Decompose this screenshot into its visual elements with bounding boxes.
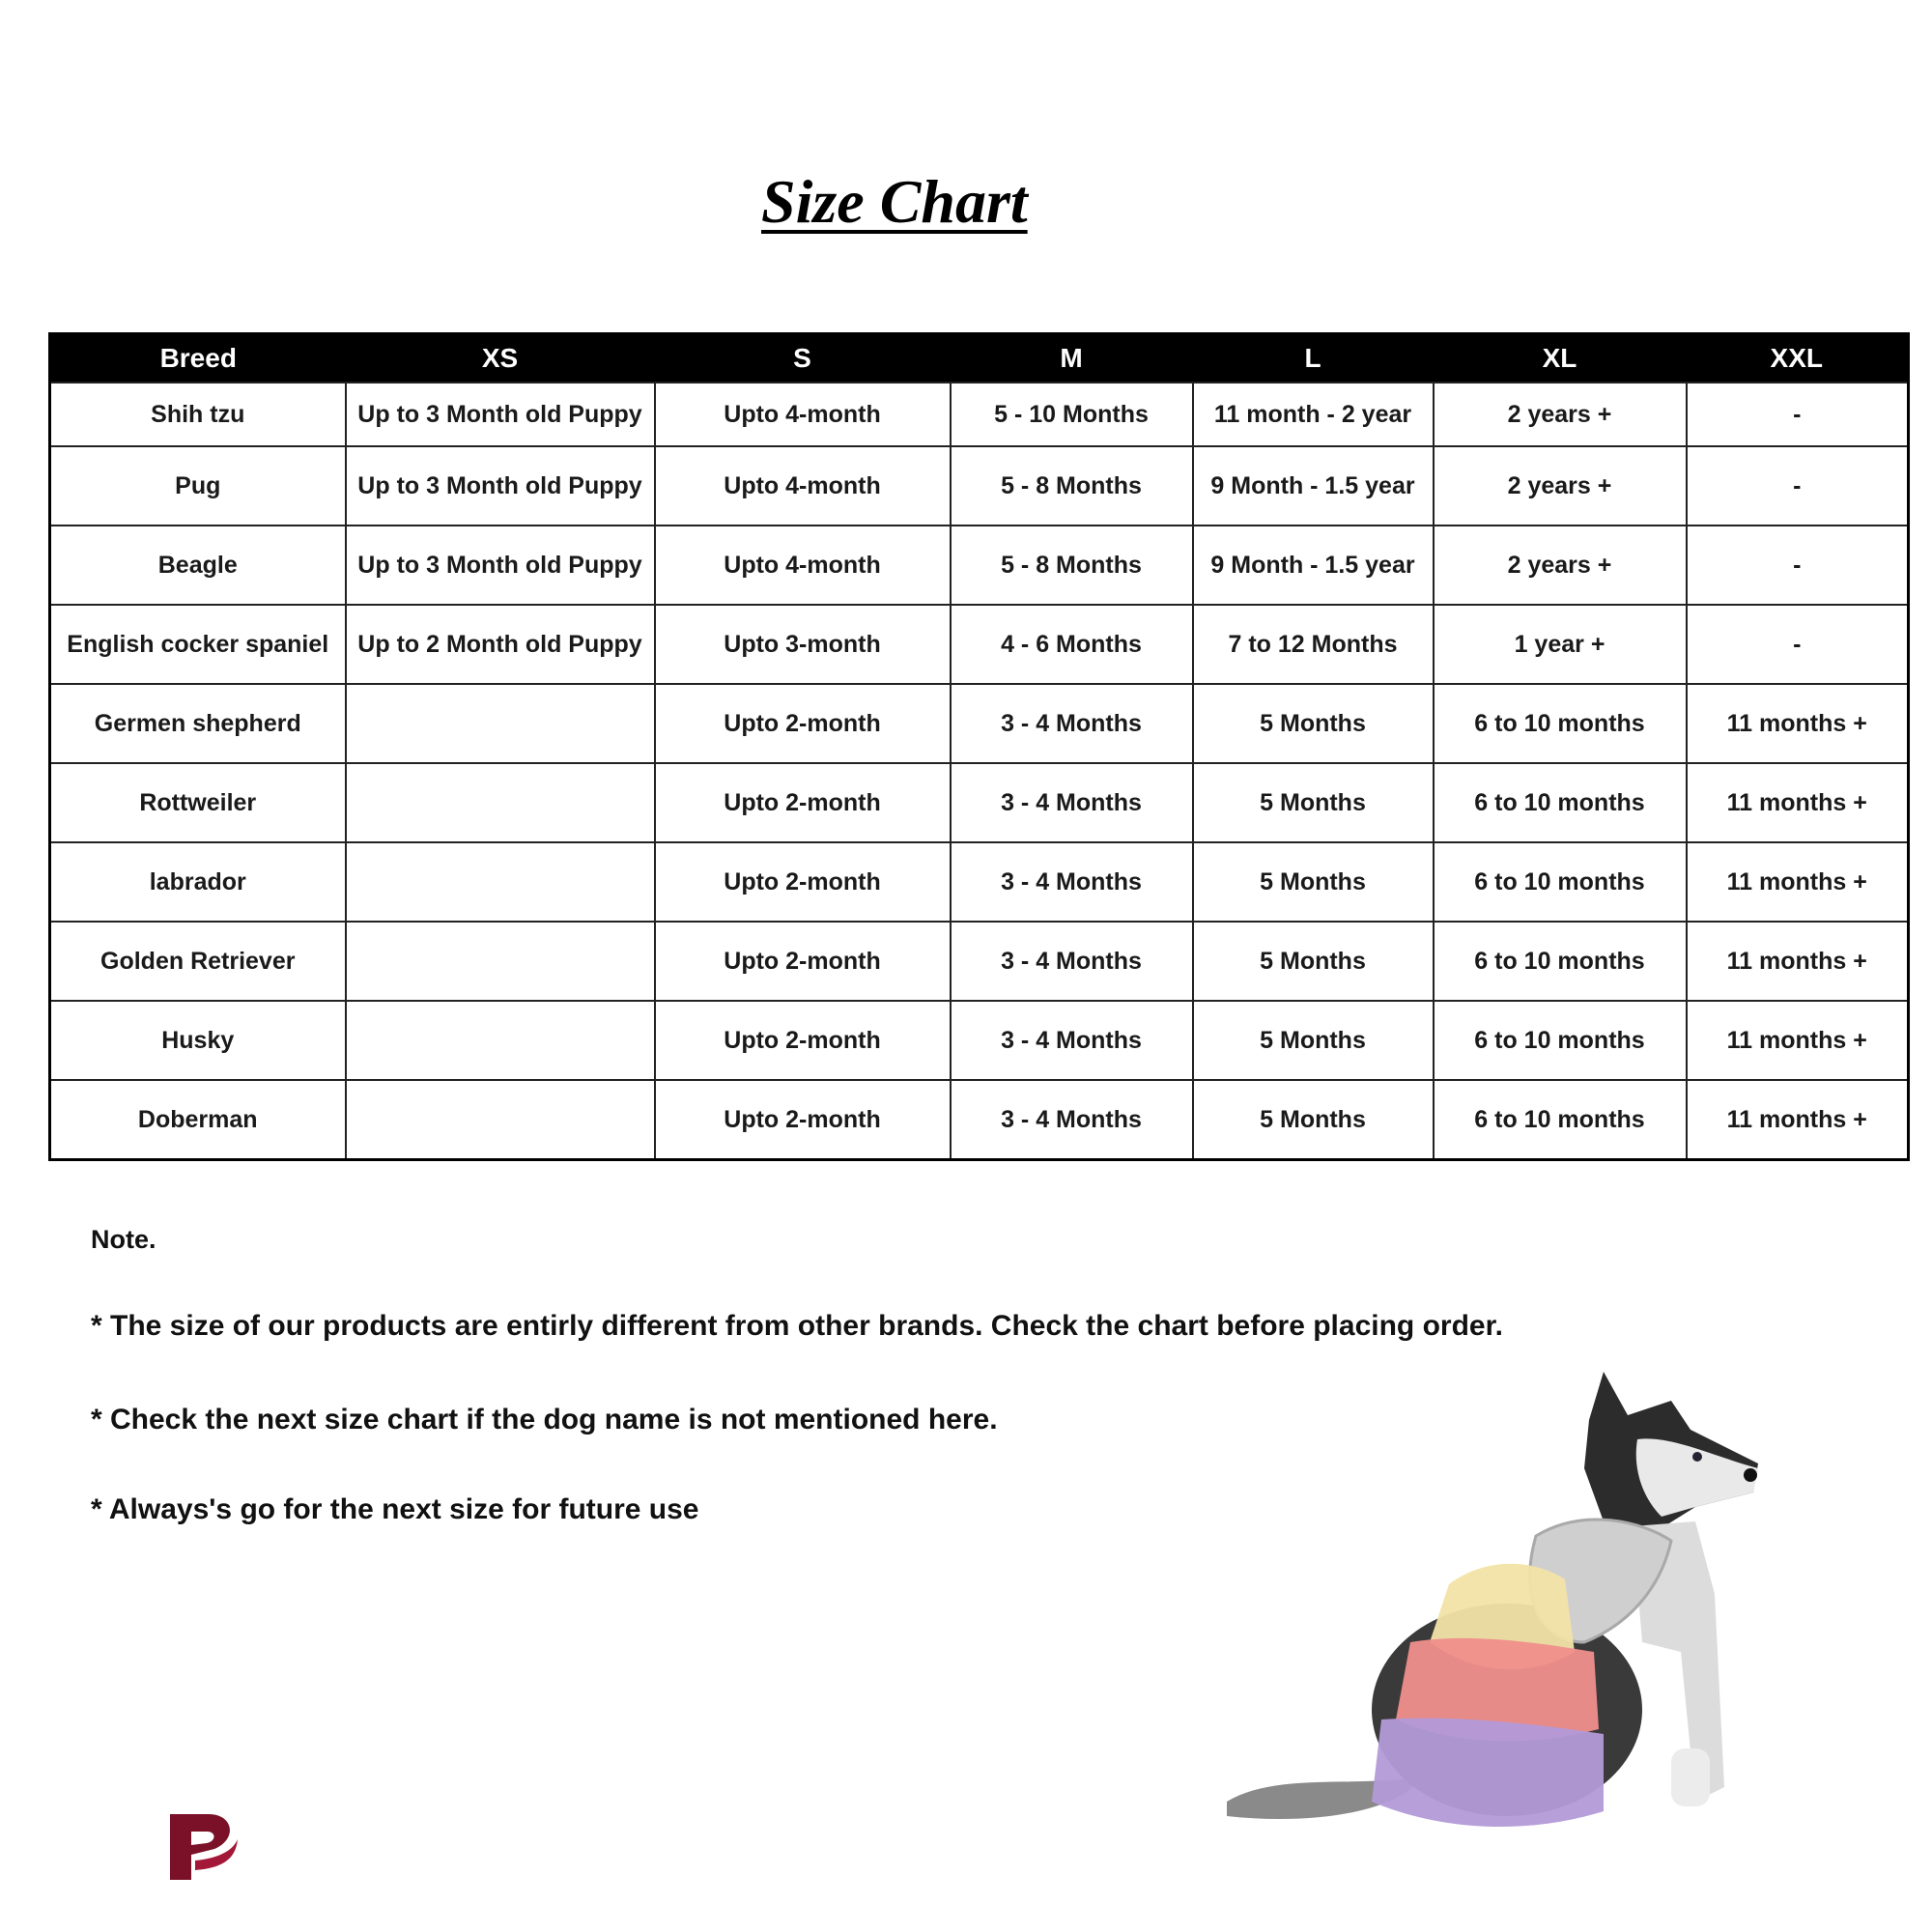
size-cell: 5 - 8 Months — [951, 446, 1193, 526]
size-cell — [346, 1080, 655, 1160]
size-cell: Up to 3 Month old Puppy — [346, 526, 655, 605]
tutu-purple-layer — [1372, 1719, 1604, 1827]
table-row — [50, 526, 1909, 605]
dog-face — [1636, 1438, 1758, 1517]
table-row — [50, 383, 1909, 446]
size-cell — [346, 684, 655, 763]
size-cell: 5 - 8 Months — [951, 526, 1193, 605]
dog-eye — [1692, 1452, 1702, 1462]
notes-section — [91, 1225, 1503, 1525]
breed-cell: labrador — [50, 842, 346, 922]
dog-in-tutu-illustration — [1217, 1362, 1816, 1845]
size-cell: 3 - 4 Months — [951, 1001, 1193, 1080]
size-cell: Up to 2 Month old Puppy — [346, 605, 655, 684]
header-l: L — [1193, 334, 1434, 384]
size-cell: Upto 4-month — [655, 446, 951, 526]
size-cell: Upto 4-month — [655, 383, 951, 446]
header-xxl: XXL — [1687, 334, 1909, 384]
size-cell: 11 month - 2 year — [1193, 383, 1434, 446]
size-cell: 9 Month - 1.5 year — [1193, 446, 1434, 526]
size-cell: 6 to 10 months — [1434, 842, 1687, 922]
table-row — [50, 922, 1909, 1001]
breed-cell: Doberman — [50, 1080, 346, 1160]
header-breed: Breed — [50, 334, 346, 384]
header-xs: XS — [346, 334, 655, 384]
size-cell: 7 to 12 Months — [1193, 605, 1434, 684]
size-cell: - — [1687, 605, 1909, 684]
dog-nose — [1744, 1468, 1757, 1482]
breed-cell: English cocker spaniel — [50, 605, 346, 684]
size-cell — [346, 922, 655, 1001]
size-cell: 3 - 4 Months — [951, 1080, 1193, 1160]
table-row — [50, 1080, 1909, 1160]
table-row — [50, 842, 1909, 922]
size-cell: 6 to 10 months — [1434, 684, 1687, 763]
header-xl: XL — [1434, 334, 1687, 384]
header-m: M — [951, 334, 1193, 384]
size-cell: 11 months + — [1687, 763, 1909, 842]
size-cell: 2 years + — [1434, 383, 1687, 446]
table-row — [50, 605, 1909, 684]
table-row — [50, 1001, 1909, 1080]
size-cell: Upto 2-month — [655, 684, 951, 763]
table-row — [50, 763, 1909, 842]
size-cell: - — [1687, 526, 1909, 605]
size-cell: 5 Months — [1193, 763, 1434, 842]
page-title: Size Chart — [761, 167, 1028, 236]
size-cell — [346, 842, 655, 922]
breed-cell: Pug — [50, 446, 346, 526]
note-item: * Always's go for the next size for future use — [91, 1493, 699, 1525]
size-cell: 5 Months — [1193, 684, 1434, 763]
size-cell: Upto 2-month — [655, 922, 951, 1001]
size-cell: 5 Months — [1193, 1001, 1434, 1080]
size-cell: 3 - 4 Months — [951, 922, 1193, 1001]
size-cell: 9 Month - 1.5 year — [1193, 526, 1434, 605]
breed-cell: Germen shepherd — [50, 684, 346, 763]
dog-paw — [1671, 1748, 1710, 1806]
header-s: S — [655, 334, 951, 384]
breed-cell: Golden Retriever — [50, 922, 346, 1001]
table-row — [50, 446, 1909, 526]
breed-cell: Rottweiler — [50, 763, 346, 842]
size-cell: 4 - 6 Months — [951, 605, 1193, 684]
size-cell: 3 - 4 Months — [951, 763, 1193, 842]
size-cell: 3 - 4 Months — [951, 684, 1193, 763]
size-cell: Up to 3 Month old Puppy — [346, 446, 655, 526]
size-cell: 6 to 10 months — [1434, 922, 1687, 1001]
size-cell: 11 months + — [1687, 1001, 1909, 1080]
breed-cell: Beagle — [50, 526, 346, 605]
size-cell: Upto 3-month — [655, 605, 951, 684]
size-cell: Upto 2-month — [655, 1080, 951, 1160]
size-cell: 11 months + — [1687, 1080, 1909, 1160]
size-cell — [346, 1001, 655, 1080]
size-cell: Upto 2-month — [655, 763, 951, 842]
note-item: * Check the next size chart if the dog name is not mentioned here. — [91, 1404, 998, 1435]
size-cell: 5 - 10 Months — [951, 383, 1193, 446]
size-cell: Upto 2-month — [655, 842, 951, 922]
table-row — [50, 684, 1909, 763]
size-cell: - — [1687, 446, 1909, 526]
size-cell: Upto 2-month — [655, 1001, 951, 1080]
size-cell: 5 Months — [1193, 842, 1434, 922]
note-heading: Note. — [91, 1225, 156, 1254]
size-cell: Upto 4-month — [655, 526, 951, 605]
note-item: * The size of our products are entirly different from other brands. Check the chart before placing order. — [91, 1310, 1503, 1342]
size-cell: 6 to 10 months — [1434, 1080, 1687, 1160]
size-cell: 3 - 4 Months — [951, 842, 1193, 922]
table-header-row — [50, 334, 1909, 384]
size-cell — [346, 763, 655, 842]
size-cell: 1 year + — [1434, 605, 1687, 684]
size-cell: 6 to 10 months — [1434, 763, 1687, 842]
size-cell: 2 years + — [1434, 446, 1687, 526]
size-cell: 6 to 10 months — [1434, 1001, 1687, 1080]
size-cell: 5 Months — [1193, 1080, 1434, 1160]
size-cell: - — [1687, 383, 1909, 446]
size-chart-table — [48, 332, 1910, 1161]
size-cell: Up to 3 Month old Puppy — [346, 383, 655, 446]
size-cell: 5 Months — [1193, 922, 1434, 1001]
size-cell: 11 months + — [1687, 684, 1909, 763]
breed-cell: Shih tzu — [50, 383, 346, 446]
brand-logo — [166, 1810, 240, 1884]
size-cell: 2 years + — [1434, 526, 1687, 605]
breed-cell: Husky — [50, 1001, 346, 1080]
size-cell: 11 months + — [1687, 922, 1909, 1001]
size-cell: 11 months + — [1687, 842, 1909, 922]
